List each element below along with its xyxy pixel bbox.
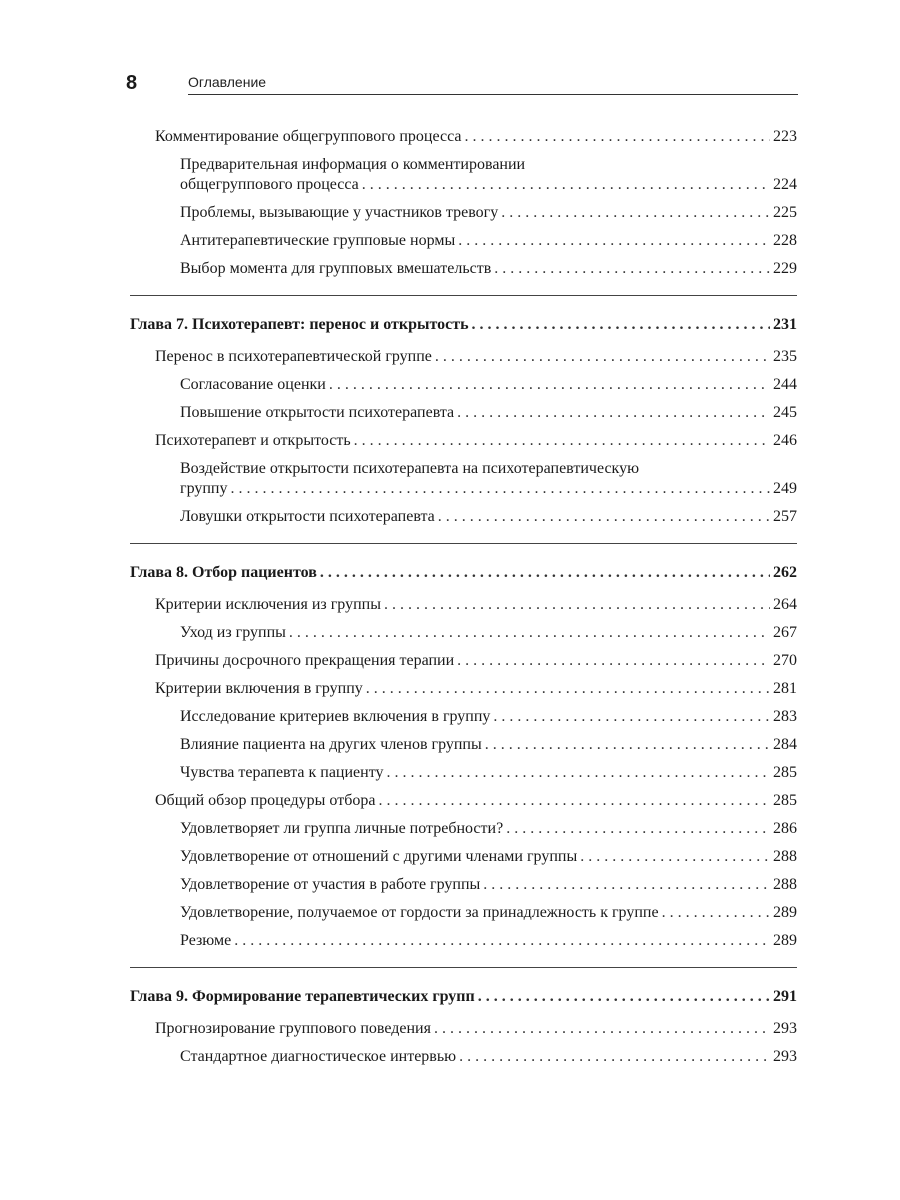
toc-entry-line xyxy=(155,347,797,367)
toc-entry xyxy=(130,371,797,399)
toc-entry-line xyxy=(130,987,797,1007)
toc-entry xyxy=(130,731,797,759)
toc-entry-title: Удовлетворение, получаемое от гордости за принадлежность к группе xyxy=(180,904,659,921)
toc-page-number: 281 xyxy=(773,680,797,697)
dot-leader xyxy=(459,1047,770,1067)
dot-leader xyxy=(457,403,770,423)
toc-page-number: 262 xyxy=(773,564,797,581)
toc-entry-line xyxy=(180,231,797,251)
toc-entry-line xyxy=(155,431,797,451)
dot-leader xyxy=(464,127,770,147)
toc-entry-title: Уход из группы xyxy=(180,624,286,641)
toc-entry-title: Повышение открытости психотерапевта xyxy=(180,404,455,421)
running-title: Оглавление xyxy=(188,74,267,90)
toc-entry-title: общегруппового процесса xyxy=(180,176,359,193)
toc-entry-line xyxy=(180,903,797,923)
dot-leader xyxy=(366,679,770,699)
toc-page-number: 283 xyxy=(773,708,797,725)
toc-page-number: 264 xyxy=(773,596,797,613)
dot-leader xyxy=(506,819,770,839)
toc-entry xyxy=(130,1043,797,1071)
toc-entry-line xyxy=(155,595,797,615)
toc-entry-title: Глава 7. Психотерапевт: перенос и открытость xyxy=(130,316,469,333)
toc-entry xyxy=(130,255,797,283)
toc-entry xyxy=(130,227,797,255)
dot-leader xyxy=(362,175,770,195)
toc-entry xyxy=(130,647,797,675)
toc-entry-line xyxy=(180,819,797,839)
toc-entry-line xyxy=(180,847,797,867)
toc-chapter-section xyxy=(130,309,797,531)
toc-entry-line xyxy=(130,563,797,583)
toc-chapter-heading xyxy=(130,981,797,1015)
toc-entry-title: Психотерапевт и открытость xyxy=(155,432,351,449)
toc-page-number: 288 xyxy=(773,876,797,893)
toc-entry-line xyxy=(180,259,797,279)
toc-page-number: 224 xyxy=(773,176,797,193)
header-rule xyxy=(188,94,798,95)
toc-entry-title: Исследование критериев включения в группу xyxy=(180,708,491,725)
dot-leader xyxy=(354,431,770,451)
toc-entry xyxy=(130,675,797,703)
toc-chapter-section xyxy=(130,981,797,1071)
toc-entry-line xyxy=(180,623,797,643)
toc-entry xyxy=(130,123,797,151)
toc-entry-title: Удовлетворение от отношений с другими членами группы xyxy=(180,848,578,865)
toc-entry-line xyxy=(180,203,797,223)
dot-leader xyxy=(289,623,770,643)
toc-entry-title: Согласование оценки xyxy=(180,376,326,393)
toc-entry-title: Прогнозирование группового поведения xyxy=(155,1020,431,1037)
toc-entry-line xyxy=(180,1047,797,1067)
toc-entry-title: Удовлетворяет ли группа личные потребности? xyxy=(180,820,504,837)
dot-leader xyxy=(485,735,770,755)
page-header xyxy=(126,70,798,96)
dot-leader xyxy=(435,347,770,367)
dot-leader xyxy=(329,375,770,395)
toc-page-number: 235 xyxy=(773,348,797,365)
dot-leader xyxy=(230,479,770,499)
toc-entry-line xyxy=(180,507,797,527)
toc-page-number: 267 xyxy=(773,624,797,641)
toc-entry-title-line: Воздействие открытости психотерапевта на психотерапевтическую xyxy=(180,460,640,477)
toc-page-number: 291 xyxy=(773,988,797,1005)
dot-leader xyxy=(662,903,770,923)
dot-leader xyxy=(493,707,770,727)
toc-entry-line xyxy=(155,651,797,671)
dot-leader xyxy=(234,931,770,951)
toc-entry-title: группу xyxy=(180,480,228,497)
toc-entry xyxy=(130,815,797,843)
toc-entry-title: Ловушки открытости психотерапевта xyxy=(180,508,435,525)
toc-entry xyxy=(130,703,797,731)
toc-entry-line xyxy=(180,763,797,783)
toc-entry-title: Влияние пациента на других членов группы xyxy=(180,736,482,753)
dot-leader xyxy=(478,987,770,1007)
toc-entry-title: Глава 8. Отбор пациентов xyxy=(130,564,317,581)
toc-page-number: 284 xyxy=(773,736,797,753)
toc-entry-line xyxy=(180,707,797,727)
toc-entry xyxy=(130,619,797,647)
toc-entry-line xyxy=(180,735,797,755)
toc-page-number: 229 xyxy=(773,260,797,277)
toc-page-number: 245 xyxy=(773,404,797,421)
dot-leader xyxy=(494,259,770,279)
dot-leader xyxy=(438,507,770,527)
dot-leader xyxy=(384,595,770,615)
toc-entry xyxy=(130,871,797,899)
toc-entry-line xyxy=(180,375,797,395)
toc-entry-line xyxy=(130,315,797,335)
toc-entry-line xyxy=(180,403,797,423)
toc-entry-line xyxy=(155,679,797,699)
toc-entry-title: Причины досрочного прекращения терапии xyxy=(155,652,455,669)
toc-chapter-section xyxy=(130,123,797,283)
dot-leader xyxy=(501,203,770,223)
toc-page-number: 293 xyxy=(773,1020,797,1037)
toc-entry xyxy=(130,399,797,427)
page-number: 8 xyxy=(126,72,138,94)
toc-page-number: 257 xyxy=(773,508,797,525)
dot-leader xyxy=(483,875,770,895)
toc-entry-title: Глава 9. Формирование терапевтических групп xyxy=(130,988,475,1005)
dot-leader xyxy=(387,763,771,783)
toc-entry-line xyxy=(180,479,797,499)
toc-entry xyxy=(130,1015,797,1043)
toc-page-number: 249 xyxy=(773,480,797,497)
toc-entry-title: Комментирование общегруппового процесса xyxy=(155,128,462,145)
toc-entry-line xyxy=(180,175,797,195)
toc-entry-title: Стандартное диагностическое интервью xyxy=(180,1048,457,1065)
toc-entry xyxy=(130,199,797,227)
toc-entry-line xyxy=(155,127,797,147)
toc-page-number: 285 xyxy=(773,764,797,781)
toc-entry-title: Антитерапевтические групповые нормы xyxy=(180,232,456,249)
toc-entry-title: Удовлетворение от участия в работе группы xyxy=(180,876,481,893)
toc-page-number: 223 xyxy=(773,128,797,145)
toc-entry xyxy=(130,591,797,619)
toc-entry-line xyxy=(180,931,797,951)
toc-page-number: 246 xyxy=(773,432,797,449)
toc-entry-line xyxy=(155,1019,797,1039)
dot-leader xyxy=(320,563,770,583)
toc-page-number: 293 xyxy=(773,1048,797,1065)
toc-page-number: 270 xyxy=(773,652,797,669)
toc-entry-title: Общий обзор процедуры отбора xyxy=(155,792,376,809)
toc-page-number: 288 xyxy=(773,848,797,865)
toc-entry xyxy=(130,899,797,927)
toc-entry xyxy=(130,343,797,371)
dot-leader xyxy=(457,651,770,671)
dot-leader xyxy=(472,315,770,335)
toc-entry xyxy=(130,927,797,955)
toc-entry-title: Критерии включения в группу xyxy=(155,680,363,697)
toc-page-number: 225 xyxy=(773,204,797,221)
toc-entry-title: Чувства терапевта к пациенту xyxy=(180,764,384,781)
dot-leader xyxy=(580,847,770,867)
toc-chapter-heading xyxy=(130,557,797,591)
toc-entry xyxy=(130,787,797,815)
toc-entry xyxy=(130,151,797,199)
dot-leader xyxy=(378,791,770,811)
toc-entry xyxy=(130,455,797,503)
toc-page-number: 286 xyxy=(773,820,797,837)
toc-page-number: 285 xyxy=(773,792,797,809)
toc-entry xyxy=(130,503,797,531)
toc-entry xyxy=(130,759,797,787)
dot-leader xyxy=(434,1019,770,1039)
toc-page-number: 228 xyxy=(773,232,797,249)
toc-entry-line xyxy=(180,875,797,895)
toc-page-number: 231 xyxy=(773,316,797,333)
toc-page-number: 289 xyxy=(773,904,797,921)
toc-chapter-heading xyxy=(130,309,797,343)
table-of-contents xyxy=(130,123,797,1071)
toc-entry-line xyxy=(155,791,797,811)
toc-chapter-section xyxy=(130,557,797,955)
dot-leader xyxy=(458,231,770,251)
toc-page-number: 289 xyxy=(773,932,797,949)
toc-entry-title: Резюме xyxy=(180,932,232,949)
toc-entry-title: Перенос в психотерапевтической группе xyxy=(155,348,432,365)
toc-page-number: 244 xyxy=(773,376,797,393)
toc-entry-title: Выбор момента для групповых вмешательств xyxy=(180,260,492,277)
toc-entry-title: Критерии исключения из группы xyxy=(155,596,381,613)
toc-entry xyxy=(130,843,797,871)
toc-entry-title-line: Предварительная информация о комментировании xyxy=(180,156,526,173)
toc-entry-title: Проблемы, вызывающие у участников тревогу xyxy=(180,204,499,221)
toc-entry xyxy=(130,427,797,455)
